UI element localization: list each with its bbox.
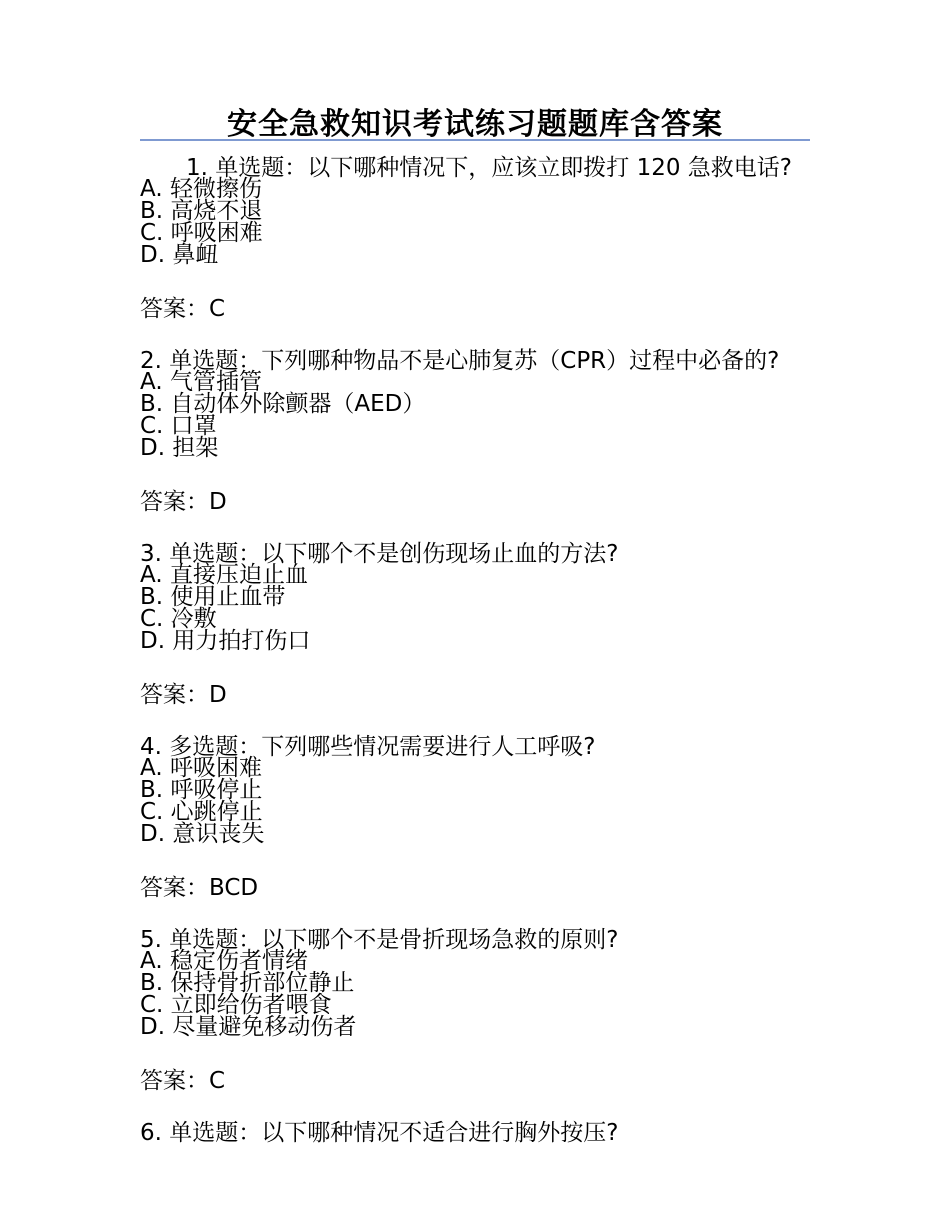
question-stem: 1. 单选题：以下哪种情况下，应该立即拨打 120 急救电话? xyxy=(186,155,792,181)
option-d: D. 担架 xyxy=(140,435,219,461)
answer: 答案：BCD xyxy=(140,875,259,901)
question-6 xyxy=(140,1120,810,1146)
option-c: C. 心跳停止 xyxy=(140,799,263,825)
question-4 xyxy=(140,734,810,901)
question-2 xyxy=(140,348,810,515)
option-b: B. 使用止血带 xyxy=(140,584,286,610)
question-stem: 6. 单选题：以下哪种情况不适合进行胸外按压? xyxy=(140,1120,619,1146)
answer: 答案：D xyxy=(140,682,227,708)
question-1 xyxy=(140,155,810,322)
option-a: A. 气管插管 xyxy=(140,369,262,395)
question-list xyxy=(140,155,810,1146)
answer: 答案：C xyxy=(140,296,226,322)
question-stem: 3. 单选题：以下哪个不是创伤现场止血的方法? xyxy=(140,541,619,567)
option-c: C. 呼吸困难 xyxy=(140,220,263,246)
option-c: C. 冷敷 xyxy=(140,606,217,632)
question-stem: 2. 单选题：下列哪种物品不是心肺复苏（CPR）过程中必备的? xyxy=(140,348,780,374)
option-a: A. 稳定伤者情绪 xyxy=(140,948,308,974)
answer: 答案：C xyxy=(140,1068,226,1094)
option-d: D. 用力拍打伤口 xyxy=(140,628,311,654)
question-stem: 4. 多选题：下列哪些情况需要进行人工呼吸? xyxy=(140,734,596,760)
option-c: C. 口罩 xyxy=(140,413,217,439)
option-a: A. 直接压迫止血 xyxy=(140,562,308,588)
document-title: 安全急救知识考试练习题题库含答案 xyxy=(227,107,723,142)
question-3 xyxy=(140,541,810,708)
option-d: D. 鼻衄 xyxy=(140,242,219,268)
option-d: D. 尽量避免移动伤者 xyxy=(140,1014,357,1040)
option-d: D. 意识丧失 xyxy=(140,821,265,847)
option-b: B. 自动体外除颤器（AED） xyxy=(140,391,426,417)
option-a: A. 轻微擦伤 xyxy=(140,176,262,202)
answer: 答案：D xyxy=(140,489,227,515)
option-c: C. 立即给伤者喂食 xyxy=(140,992,332,1018)
question-stem: 5. 单选题：以下哪个不是骨折现场急救的原则? xyxy=(140,927,619,953)
option-a: A. 呼吸困难 xyxy=(140,755,262,781)
option-b: B. 保持骨折部位静止 xyxy=(140,970,355,996)
option-b: B. 呼吸停止 xyxy=(140,777,263,803)
question-5 xyxy=(140,927,810,1094)
option-b: B. 高烧不退 xyxy=(140,198,263,224)
title-underline xyxy=(140,139,810,141)
